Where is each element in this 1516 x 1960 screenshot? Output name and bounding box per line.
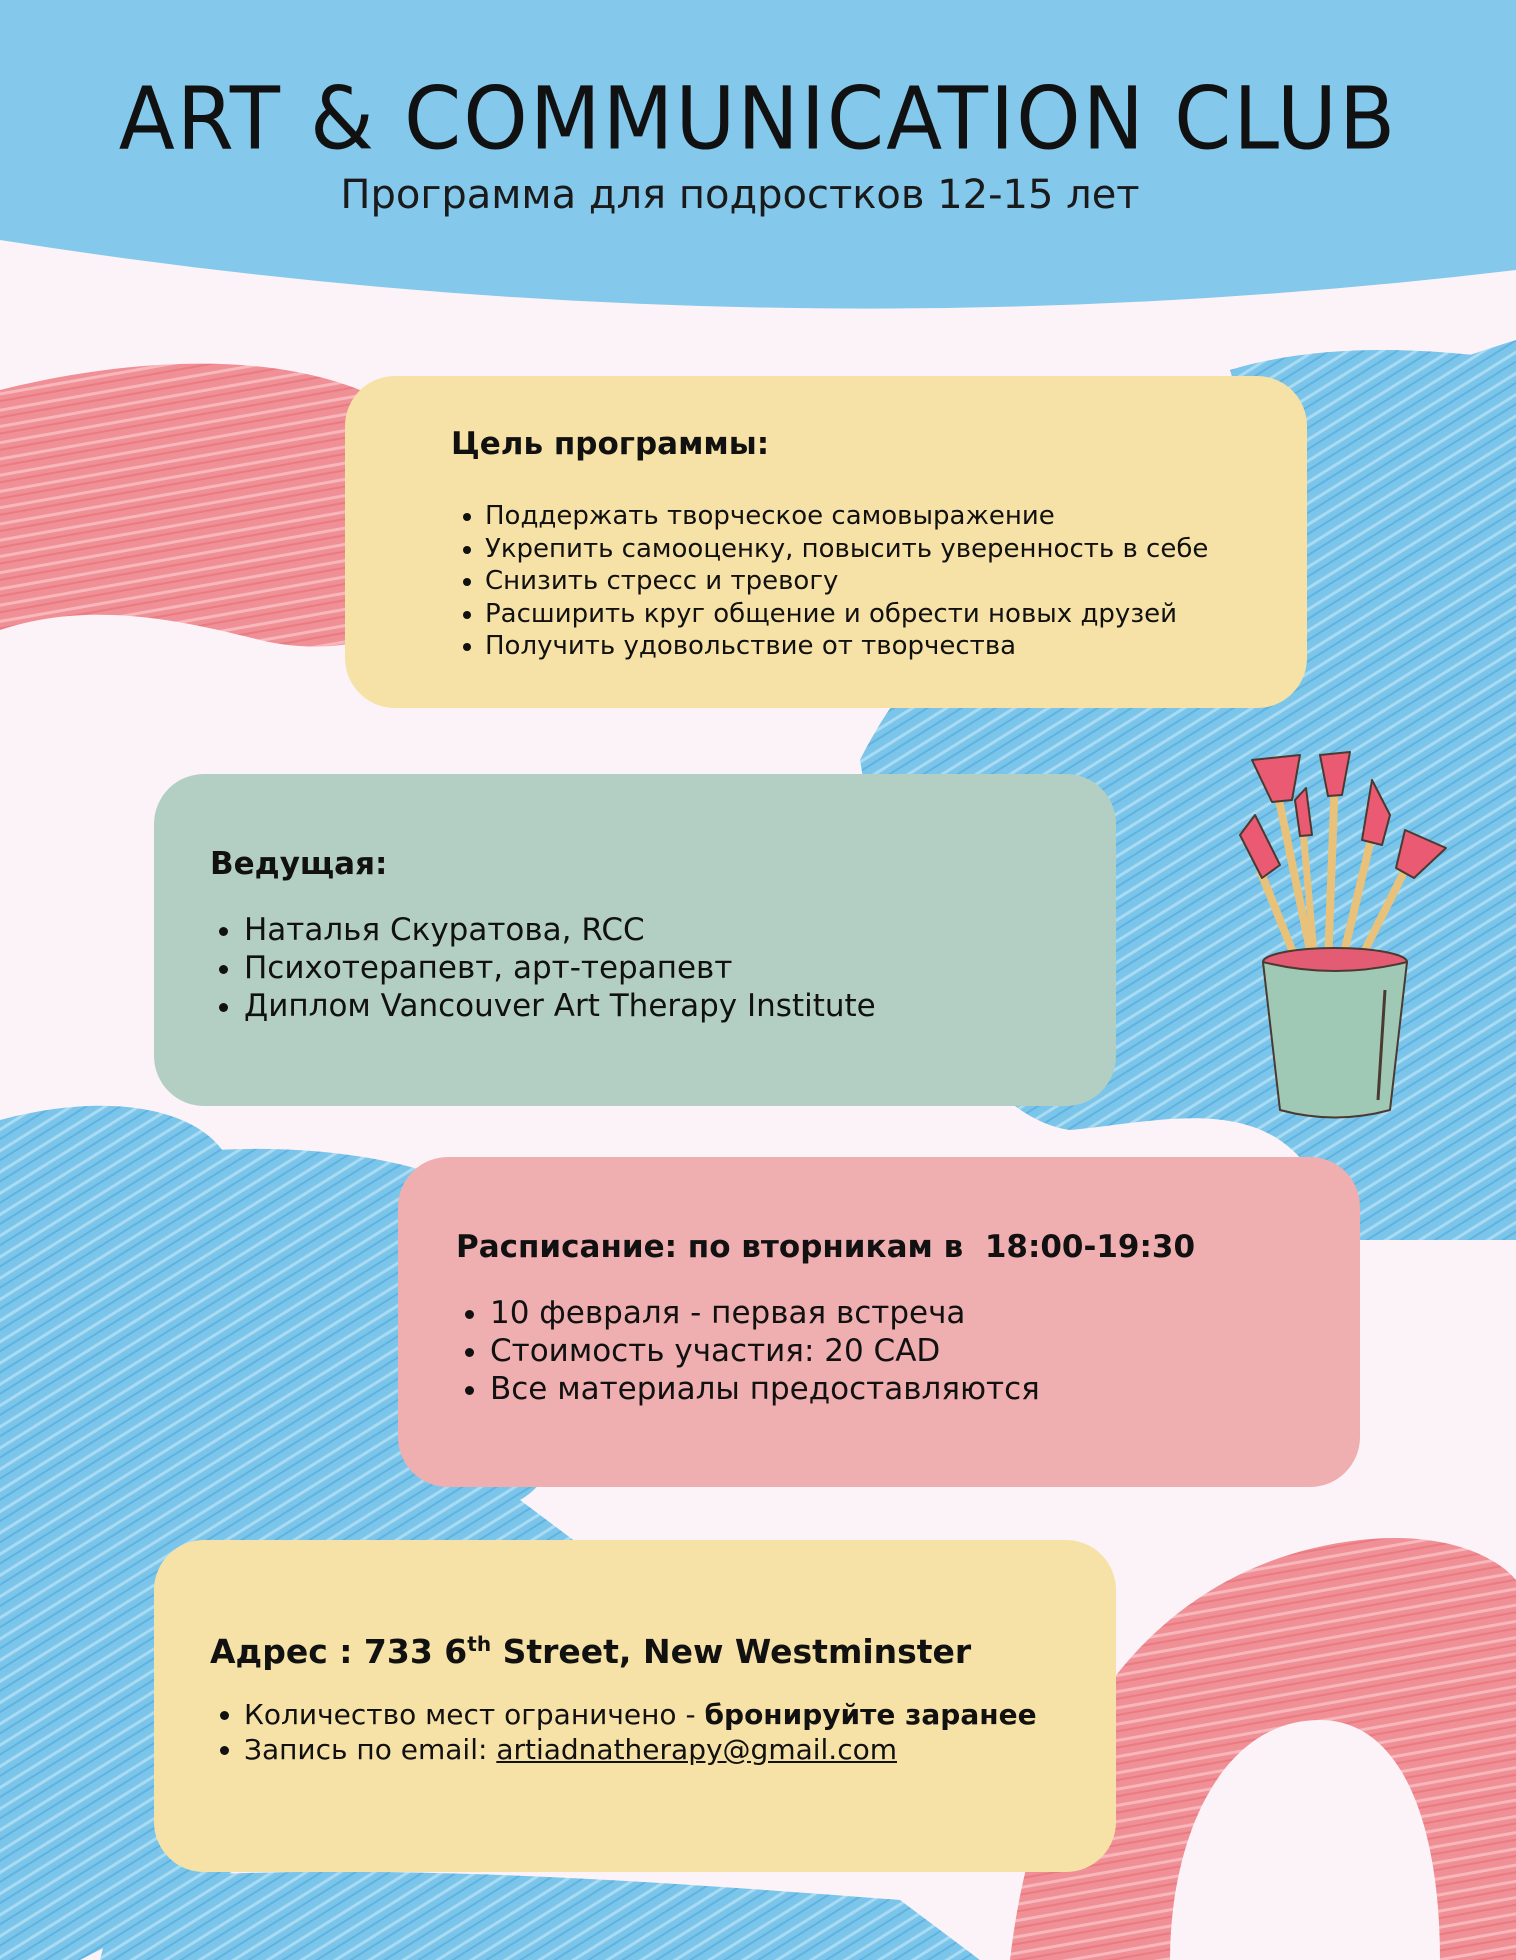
goal-heading: Цель программы: — [451, 426, 770, 462]
address-list — [210, 1697, 1116, 1767]
host-list — [210, 912, 1116, 1025]
page-subtitle: Программа для подростков 12-15 лет — [340, 172, 1140, 218]
host-card — [154, 774, 1116, 1106]
schedule-list — [456, 1295, 1360, 1408]
list-item: • 10 февраля - первая встреча — [490, 1295, 1360, 1333]
email-link[interactable]: artiadnatherapy@gmail.com — [496, 1733, 898, 1766]
address-heading-superscript: th — [467, 1632, 492, 1656]
list-item: • Снизить стресс и тревогу — [485, 565, 1307, 598]
list-item — [244, 1697, 1116, 1732]
list-item: • Диплом Vancouver Art Therapy Institute — [244, 988, 1116, 1026]
seats-limited-text: Количество мест ограничено - — [244, 1698, 705, 1731]
goal-list — [451, 500, 1307, 663]
address-card — [154, 1540, 1116, 1872]
list-item: • Стоимость участия: 20 CAD — [490, 1333, 1360, 1371]
list-item: • Психотерапевт, арт-терапевт — [244, 950, 1116, 988]
address-heading-prefix: Адрес : 733 6 — [210, 1632, 468, 1671]
goal-card — [345, 376, 1307, 708]
address-heading-suffix: Street, New Westminster — [491, 1632, 972, 1671]
host-heading: Ведущая: — [210, 846, 388, 882]
book-early-text: бронируйте заранее — [704, 1698, 1037, 1731]
list-item: • Расширить круг общение и обрести новых друзей — [485, 598, 1307, 631]
list-item: • Наталья Скуратова, RCC — [244, 912, 1116, 950]
list-item: • Получить удовольствие от творчества — [485, 630, 1307, 663]
signup-label: Запись по email: — [244, 1733, 497, 1766]
address-heading — [210, 1632, 1116, 1671]
paintbrush-cup-icon — [1200, 740, 1460, 1140]
page-title: ART & COMMUNICATION CLUB — [118, 69, 1398, 170]
schedule-heading: Расписание: по вторникам в 18:00-19:30 — [456, 1229, 1196, 1265]
list-item: • Поддержать творческое самовыражение — [485, 500, 1307, 533]
list-item: • Укрепить самооценку, повысить уверенность в себе — [485, 533, 1307, 566]
schedule-card — [398, 1157, 1360, 1487]
list-item: • Все материалы предоставляются — [490, 1371, 1360, 1409]
list-item — [244, 1732, 1116, 1767]
